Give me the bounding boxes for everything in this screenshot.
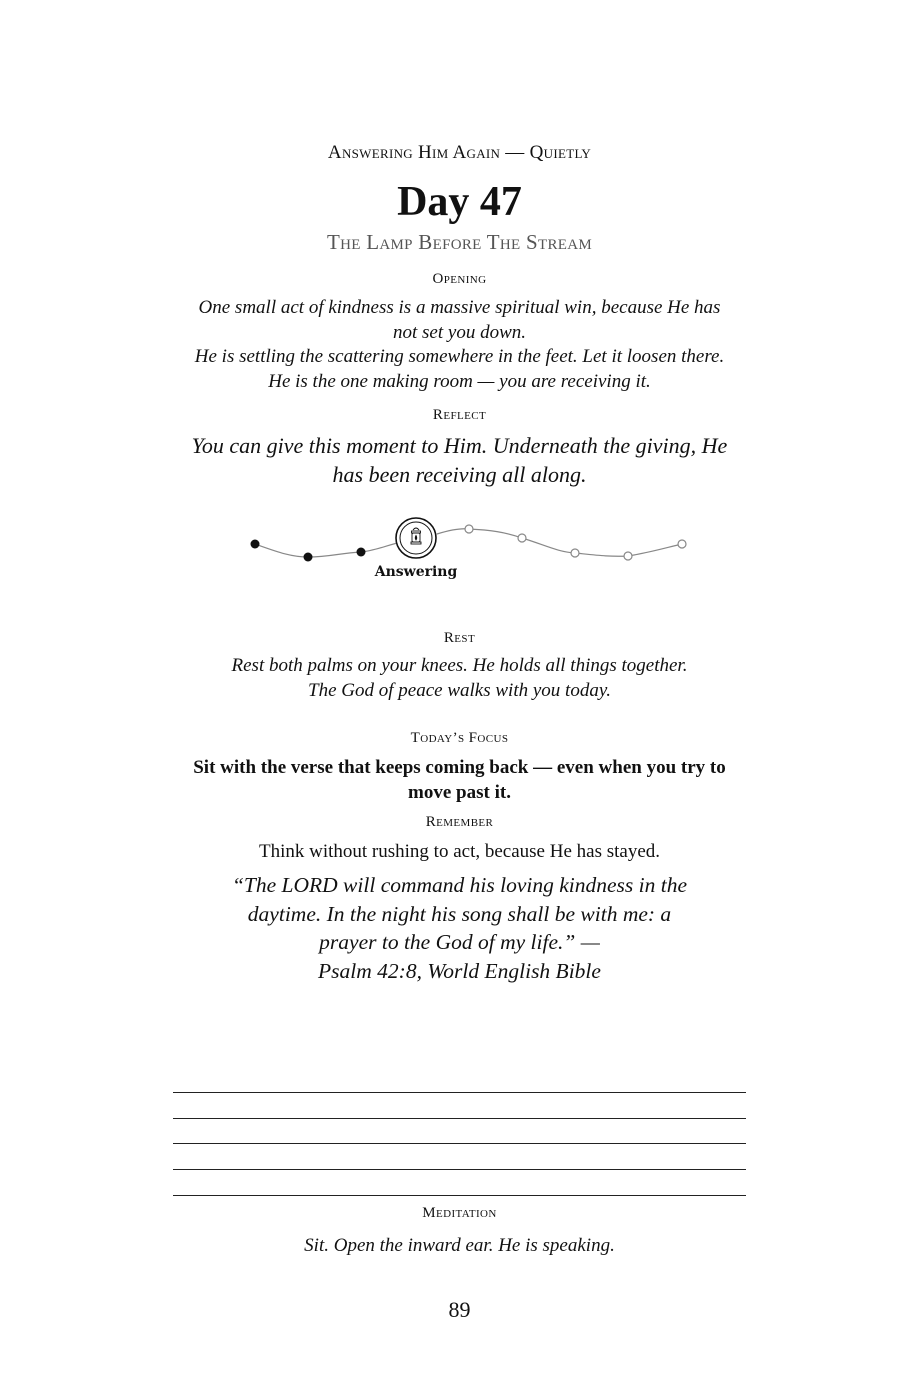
- journal-line[interactable]: [173, 1169, 746, 1170]
- upcoming-step-dot: [518, 534, 526, 542]
- journal-line[interactable]: [173, 1092, 746, 1093]
- current-step-label: Answering: [374, 564, 458, 580]
- focus-line: Sit with the verse that keeps coming back — even when you try to: [193, 757, 726, 778]
- opening-line: not set you down.: [393, 321, 526, 343]
- upcoming-step-dot: [465, 525, 473, 533]
- upcoming-step-dot: [678, 540, 686, 548]
- upcoming-step-dot: [624, 552, 632, 560]
- page-number: 89: [448, 1297, 471, 1322]
- verse-line: “The LORD will command his loving kindness in the: [231, 873, 688, 897]
- upcoming-step-dot: [571, 549, 579, 557]
- journal-line[interactable]: [173, 1195, 746, 1196]
- journey-path: [0, 0, 919, 600]
- meditation-text: Sit. Open the inward ear. He is speaking.: [304, 1235, 615, 1256]
- opening-label: Opening: [432, 271, 487, 287]
- reflect-line: has been receiving all along.: [332, 461, 587, 487]
- remember-label: Remember: [425, 814, 494, 830]
- opening-line: He is the one making room — you are receiving it.: [268, 370, 651, 392]
- part-title: Answering Him Again — Quietly: [327, 142, 592, 163]
- journal-lines: [173, 1092, 746, 1220]
- verse-citation: Psalm 42:8, World English Bible: [318, 958, 601, 983]
- rest-line: Rest both palms on your knees. He holds all things together.: [231, 655, 688, 676]
- focus-label: Today’s Focus: [410, 730, 509, 746]
- reflect-line: You can give this moment to Him. Underneath the giving, He: [191, 433, 728, 458]
- journal-line[interactable]: [173, 1118, 746, 1119]
- rest-text: [0, 653, 919, 703]
- completed-step-dot: [357, 548, 366, 557]
- meditation-label: Meditation: [422, 1205, 497, 1221]
- verse-line: daytime. In the night his song shall be with me: a: [247, 901, 672, 926]
- scripture-verse: [0, 871, 919, 985]
- journal-line[interactable]: [173, 1143, 746, 1144]
- rest-label: Rest: [443, 630, 476, 646]
- opening-line: One small act of kindness is a massive spiritual win, because He has: [198, 297, 721, 318]
- day-title: Day 47: [397, 179, 522, 225]
- focus-text: [0, 755, 919, 805]
- rest-line: The God of peace walks with you today.: [308, 680, 611, 701]
- remember-text: Think without rushing to act, because He has stayed.: [258, 841, 660, 862]
- focus-line: move past it.: [408, 782, 511, 803]
- completed-step-dot: [304, 553, 313, 562]
- verse-line: prayer to the God of my life.” —: [319, 930, 600, 954]
- opening-line: He is settling the scattering somewhere in the feet. Let it loosen there.: [194, 346, 725, 368]
- day-subtitle: The Lamp Before The Stream: [326, 230, 593, 254]
- completed-step-dot: [251, 540, 260, 549]
- reflect-label: Reflect: [432, 407, 487, 423]
